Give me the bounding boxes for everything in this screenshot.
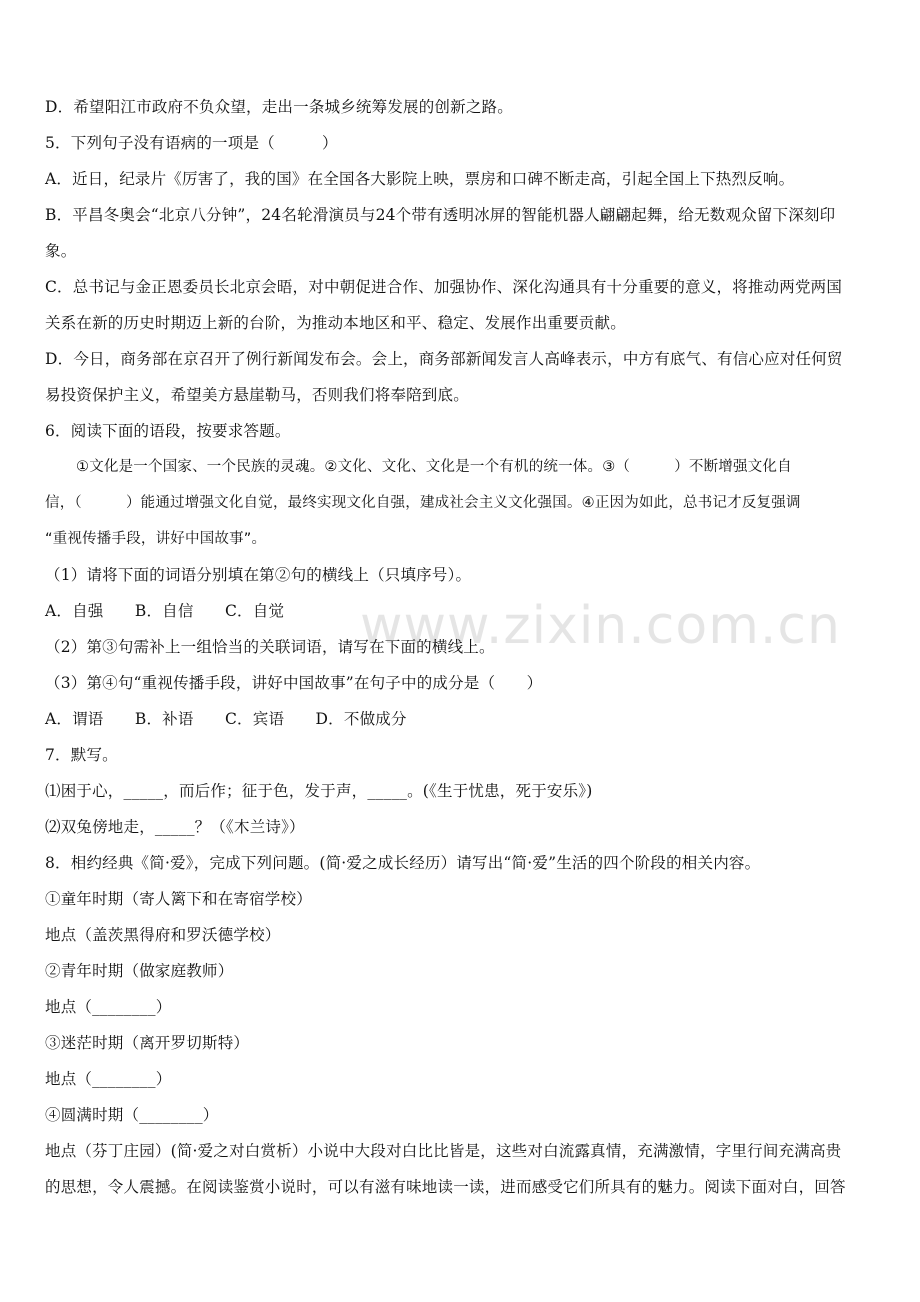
q6-sub-3: （3）第④句“重视传播手段，讲好中国故事”在句子中的成分是（ ） bbox=[45, 674, 543, 692]
q5-option-c-cont: 关系在新的历史时期迈上新的台阶，为推动本地区和平、稳定、发展作出重要贡献。 bbox=[45, 314, 626, 332]
q8-stage-1-place: 地点（盖茨黑得府和罗沃德学校） bbox=[45, 926, 281, 944]
q6-sub-3-options: A．谓语 B．补语 C．宾语 D．不做成分 bbox=[45, 710, 407, 728]
q8-stage-4-place: 地点（芬丁庄园）(简·爱之对白赏析）小说中大段对白比比皆是，这些对白流露真情，充满激情，字里行间充满高贵 bbox=[45, 1142, 842, 1160]
q8-stage-4: ④圆满时期（________） bbox=[45, 1106, 219, 1124]
q5-option-b: B．平昌冬奥会“北京八分钟”，24名轮滑演员与24个带有透明冰屏的智能机器人翩翩起舞，给无数观众留下深刻印 bbox=[45, 206, 836, 224]
q8-stage-3: ③迷茫时期（离开罗切斯特） bbox=[45, 1034, 250, 1052]
question-6-stem: 6．阅读下面的语段，按要求答题。 bbox=[45, 422, 291, 440]
q8-stage-3-place: 地点（________） bbox=[45, 1070, 172, 1088]
q7-item-1: ⑴困于心，_____，而后作；征于色，发于声，_____。(《生于忧患，死于安乐》) bbox=[45, 782, 593, 800]
q7-item-2: ⑵双兔傍地走，_____？（《木兰诗》） bbox=[45, 818, 305, 836]
q5-option-a: A．近日，纪录片《厉害了，我的国》在全国各大影院上映，票房和口碑不断走高，引起全国上下热烈反响。 bbox=[45, 170, 795, 188]
watermark: www.zixin.com.cn bbox=[360, 596, 841, 656]
option-d-q4: D．希望阳江市政府不负众望，走出一条城乡统筹发展的创新之路。 bbox=[45, 98, 513, 116]
question-8-stem: 8．相约经典《简·爱》，完成下列问题。(简·爱之成长经历）请写出“简·爱”生活的四个阶段的相关内容。 bbox=[45, 854, 761, 872]
q6-sub-1: （1）请将下面的词语分别填在第②句的横线上（只填序号）。 bbox=[45, 566, 472, 584]
q6-passage-3: “重视传播手段，讲好中国故事”。 bbox=[45, 531, 267, 547]
q8-stage-2: ②青年时期（做家庭教师） bbox=[45, 962, 234, 980]
q6-sub-1-options: A．自强 B．自信 C．自觉 bbox=[45, 602, 285, 620]
question-5-stem: 5．下列句子没有语病的一项是（ ） bbox=[45, 134, 338, 152]
q5-option-b-cont: 象。 bbox=[45, 242, 77, 260]
q6-passage-1: ①文化是一个国家、一个民族的灵魂。②文化、文化、文化是一个有机的统一体。③（ ）不断增强文化自 bbox=[76, 459, 792, 475]
q5-option-c: C．总书记与金正恩委员长北京会晤，对中朝促进合作、加强协作、深化沟通具有十分重要的意义，将推动两党两国 bbox=[45, 278, 843, 296]
q5-option-d: D．今日，商务部在京召开了例行新闻发布会。会上，商务部新闻发言人高峰表示，中方有底气、有信心应对任何贸 bbox=[45, 350, 843, 368]
q6-passage-2: 信，（ ）能通过增强文化自觉，最终实现文化自强，建成社会主义文化强国。④正因为如此，总书记才反复强调 bbox=[45, 495, 801, 511]
q5-option-d-cont: 易投资保护主义，希望美方悬崖勒马，否则我们将奉陪到底。 bbox=[45, 386, 469, 404]
q8-stage-2-place: 地点（________） bbox=[45, 998, 172, 1016]
q8-stage-1: ①童年时期（寄人篱下和在寄宿学校） bbox=[45, 890, 312, 908]
q8-dialogue-intro: 的思想，令人震撼。在阅读鉴赏小说时，可以有滋有味地读一读，进而感受它们所具有的魅力。阅读下面对白，回答 bbox=[45, 1178, 846, 1196]
question-7-stem: 7．默写。 bbox=[45, 746, 118, 764]
q6-sub-2: （2）第③句需补上一组恰当的关联词语，请写在下面的横线上。 bbox=[45, 638, 495, 656]
